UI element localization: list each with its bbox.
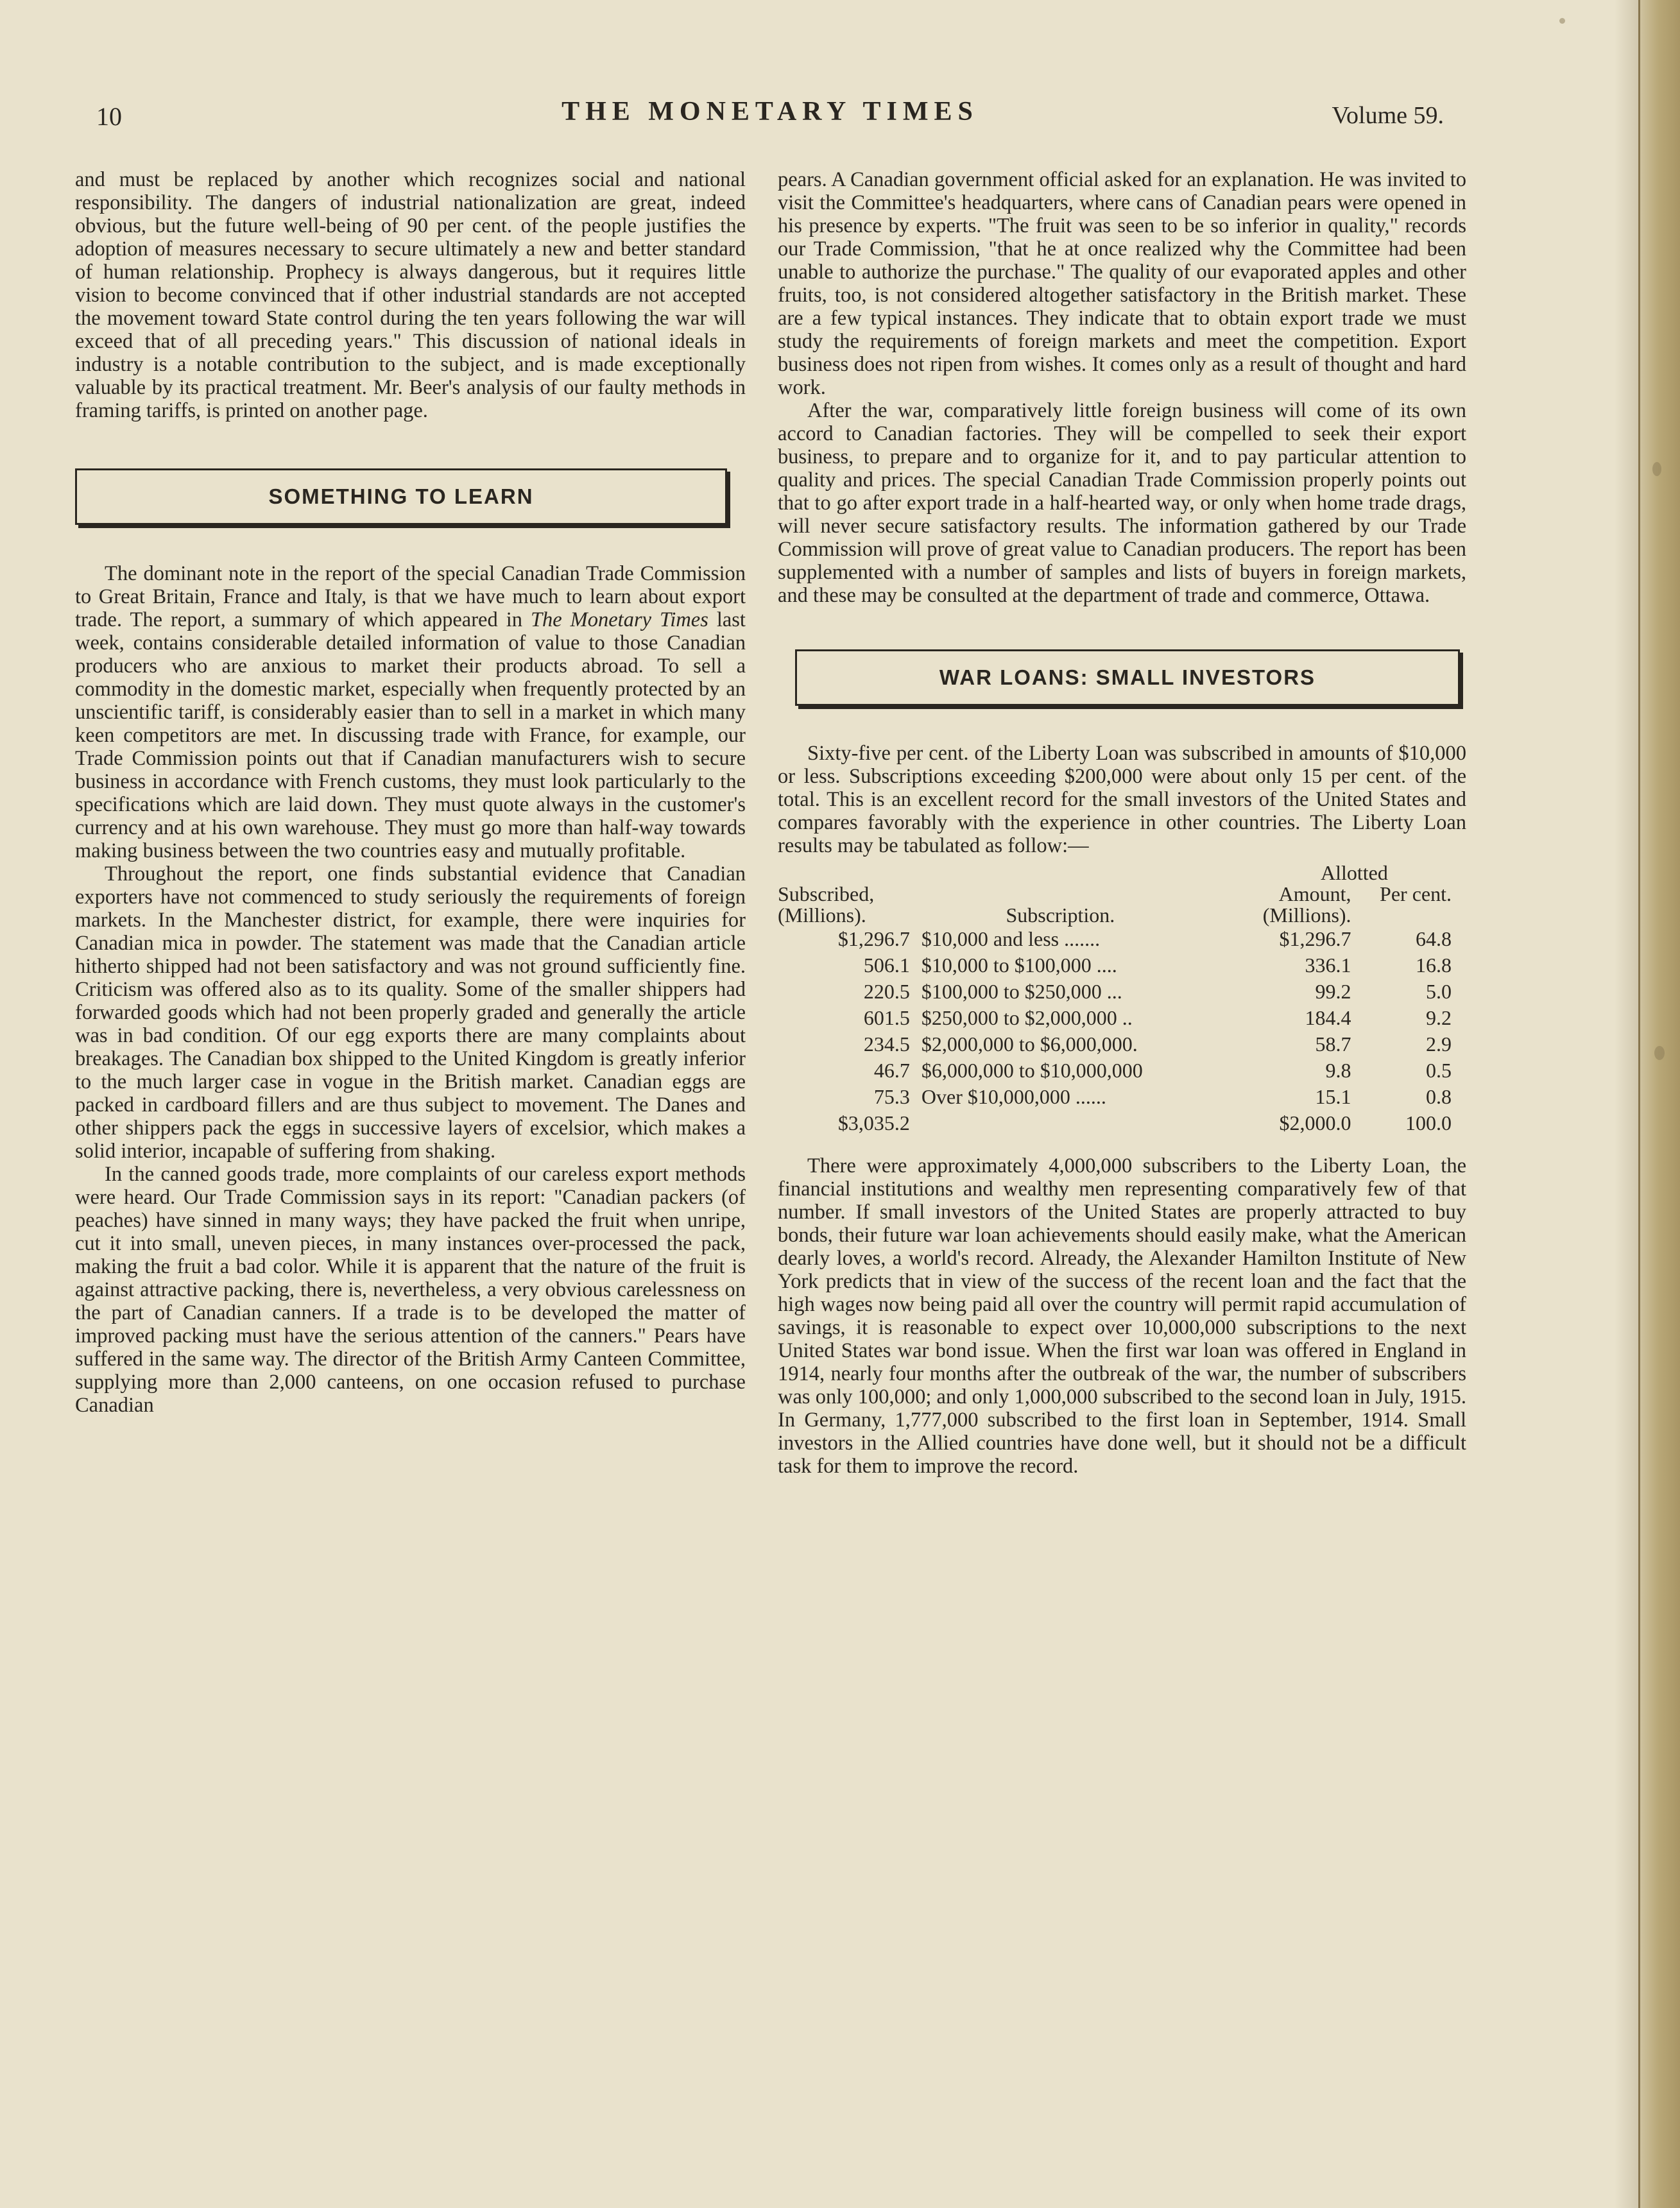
table-row [778, 1084, 1452, 1110]
header-subscribed: Subscribed, [778, 882, 875, 905]
cell-amount: 15.1 [1315, 1085, 1351, 1108]
cell-percent: 64.8 [1416, 927, 1452, 950]
table-row [778, 926, 1452, 952]
cell-subscription: $10,000 and less ....... [921, 927, 1101, 950]
paragraph-text: The dominant note in the report of the special Canadian Trade Commission to Great Britain, France and Italy, is that we have much to learn about export trade. The report, a summary of which appeared in [75, 562, 746, 631]
cell-subscription: Over $10,000,000 ...... [921, 1085, 1106, 1108]
cell-percent: 9.2 [1426, 1006, 1452, 1029]
cell-subscribed: 220.5 [863, 980, 910, 1003]
paper-speck [1652, 462, 1661, 476]
table-header-row [778, 905, 1452, 926]
header-allotted: Allotted [1320, 861, 1388, 884]
cell-percent: 0.5 [1426, 1059, 1452, 1082]
section-heading-text: SOMETHING TO LEARN [268, 484, 534, 508]
volume-label: Volume 59. [1332, 102, 1444, 129]
article-paragraph [75, 562, 746, 862]
cell-subscribed: 46.7 [873, 1059, 910, 1082]
paragraph-text: last week, contains considerable detailed information of value to those Canadian producers who are anxious to market their products abroad. To sell a commodity in the domestic market, especially when frequently protected by an unscientific tariff, is considerably easier than to sell in a market in which many keen competitors are met. In discussing trade with France, for example, our Trade Commission points out that if Canadian manufacturers wish to secure business in accordance with French customs, they must look particularly to the specifications which are laid down. They must quote always in the customer's currency and at his own warehouse. They must go more than half-way towards making business between the two countries easy and mutually profitable. [75, 608, 746, 862]
total-percent: 100.0 [1405, 1111, 1452, 1134]
total-subscribed: $3,035.2 [837, 1111, 910, 1134]
total-amount: $2,000.0 [1279, 1111, 1351, 1134]
cell-subscribed: 506.1 [863, 954, 910, 977]
publication-name-italic: The Monetary Times [530, 608, 708, 631]
table-row [778, 979, 1452, 1005]
cell-subscribed: 234.5 [863, 1032, 910, 1056]
page-edge [1638, 0, 1680, 2208]
right-column [778, 168, 1466, 1478]
left-column [75, 168, 746, 1417]
table-row [778, 1031, 1452, 1057]
table-header-row [778, 884, 1452, 905]
liberty-loan-table [778, 862, 1452, 1136]
cell-subscribed: 75.3 [873, 1085, 910, 1108]
table-row [778, 1057, 1452, 1084]
page-number: 10 [96, 102, 122, 131]
article-paragraph: Throughout the report, one finds substantial evidence that Canadian exporters have not commenced to study seriously the requirements of foreign markets. In the Manchester district, for example, there were inquiries for Canadian mica in powder. The statement was made that the Canadian article hitherto shipped had not been satisfactory and was not ground sufficiently fine. Criticism was offered also as to its quality. Some of the smaller shippers had forwarded goods which had not been properly graded and generally the article was in bad condition. Of our egg exports there are many complaints about breakages. The Canadian box shipped to the United Kingdom is greatly inferior to the much larger case in vogue in the British market. Canadian eggs are packed in cardboard fillers and are thus subject to movement. The Danes and other shippers pack the eggs in successive layers of excelsior, which makes a solid interior, incapable of suffering from shaking. [75, 862, 746, 1163]
article-paragraph: There were approximately 4,000,000 subscribers to the Liberty Loan, the financial institutions and wealthy men representing comparatively few of that number. If small investors of the United States are properly attracted to buy bonds, their future war loan achievements should easily make, what the American dearly loves, a world's record. Already, the Alexander Hamilton Institute of New York predicts that in view of the success of the recent loan and the fact that the high wages now being paid all over the country will permit rapid accumulation of savings, it is reasonable to expect over 10,000,000 subscriptions to the next United States war bond issue. When the first war loan was offered in England in 1914, nearly four months after the outbreak of the war, the number of subscribers was only 100,000; and only 1,000,000 subscribed to the second loan in July, 1915. In Germany, 1,777,000 subscribed to the first loan in September, 1914. Small investors in the Allied countries have done well, but it should not be a difficult task for them to improve the record. [778, 1154, 1466, 1478]
page-fold-shadow [1615, 0, 1640, 2208]
cell-amount: 9.8 [1325, 1059, 1351, 1082]
header-subscription: Subscription. [1006, 903, 1115, 927]
table-row [778, 952, 1452, 979]
cell-subscription: $6,000,000 to $10,000,000 [921, 1059, 1143, 1082]
cell-amount: 58.7 [1315, 1032, 1351, 1056]
section-heading-something-to-learn [75, 468, 727, 525]
header-amount-units: (Millions). [1262, 903, 1351, 927]
continuation-paragraph: pears. A Canadian government official asked for an explanation. He was invited to visit the Committee's headquarters, where cans of Canadian pears were opened in his presence by experts. "The fruit was seen to be so inferior in quality," records our Trade Commission, "that he at once realized why the Committee had been unable to authorize the purchase." The quality of our evaporated apples and other fruits, too, is not considered altogether satisfactory in the British market. These are a few typical instances. They indicate that to obtain export trade we must study the requirements of foreign markets and meet the competition. Export business does not ripen from wishes. It comes only as a result of thought and hard work. [778, 168, 1466, 399]
table-header-row [778, 862, 1452, 884]
cell-amount: 99.2 [1315, 980, 1351, 1003]
cell-subscription: $2,000,000 to $6,000,000. [921, 1032, 1138, 1056]
publication-title: THE MONETARY TIMES [561, 97, 979, 126]
article-paragraph: Sixty-five per cent. of the Liberty Loan was subscribed in amounts of $10,000 or less. Subscriptions exceeding $200,000 were about only 15 per cent. of the total. This is an excellent record for the small investors of the United States and compares favorably with the experience in other countries. The Liberty Loan results may be tabulated as follow:— [778, 742, 1466, 857]
cell-subscription: $250,000 to $2,000,000 .. [921, 1006, 1133, 1029]
cell-subscribed: $1,296.7 [837, 927, 910, 950]
section-heading-war-loans [795, 649, 1460, 706]
cell-amount: 336.1 [1305, 954, 1351, 977]
cell-subscription: $10,000 to $100,000 .... [921, 954, 1117, 977]
cell-amount: 184.4 [1305, 1006, 1351, 1029]
cell-percent: 16.8 [1416, 954, 1452, 977]
paper-speck [1559, 18, 1565, 24]
cell-subscription: $100,000 to $250,000 ... [921, 980, 1122, 1003]
section-heading-text: WAR LOANS: SMALL INVESTORS [939, 665, 1316, 689]
header-amount: Amount, [1278, 882, 1351, 905]
table-total-row [778, 1110, 1452, 1136]
header-percent: Per cent. [1380, 882, 1452, 905]
article-paragraph: After the war, comparatively little foreign business will come of its own accord to Canadian factories. They will be compelled to seek their export business, to prepare and to organize for it, and to pay particular attention to quality and prices. The special Canadian Trade Commission properly points out that to go after export trade in a half-hearted way, or only when home trade drags, will never secure satisfactory results. The information gathered by our Trade Commission will prove of great value to Canadian producers. The report has been supplemented with a number of samples and lists of buyers in foreign markets, and these may be consulted at the department of trade and commerce, Ottawa. [778, 399, 1466, 607]
paper-speck [1654, 1046, 1665, 1060]
cell-percent: 0.8 [1426, 1085, 1452, 1108]
cell-subscribed: 601.5 [863, 1006, 910, 1029]
article-paragraph: In the canned goods trade, more complaints of our careless export methods were heard. Our Trade Commission says in its report: "Canadian packers (of peaches) have sinned in many ways; they have packed the fruit when unripe, cut it into small, uneven pieces, in many instances over-processed the pack, making the fruit a bad color. While it is apparent that the nature of the fruit is against attractive packing, there is, nevertheless, a very obvious carelessness on the part of Canadian canners. If a trade is to be developed the matter of improved packing must have the serious attention of the canners." Pears have suffered in the same way. The director of the British Army Canteen Committee, supplying more than 2,000 canteens, on one occasion refused to purchase Canadian [75, 1163, 746, 1417]
header-subscribed-units: (Millions). [778, 903, 866, 927]
table-row [778, 1005, 1452, 1031]
cell-percent: 5.0 [1426, 980, 1452, 1003]
cell-percent: 2.9 [1426, 1032, 1452, 1056]
intro-paragraph: and must be replaced by another which recognizes social and national responsibility. The dangers of industrial nationalization are great, indeed obvious, but the future well-being of 90 per cent. of the people justifies the adoption of measures necessary to secure ultimately a new and better standard of human relationship. Prophecy is always dangerous, but it requires little vision to become convinced that if other industrial standards are not accepted the movement toward State control during the ten years following the war will exceed that of all preceding years." This discussion of national ideals in industry is a notable contribution to the subject, and is made exceptionally valuable by its practical treatment. Mr. Beer's analysis of our faulty methods in framing tariffs, is printed on another page. [75, 168, 746, 422]
cell-amount: $1,296.7 [1279, 927, 1351, 950]
page-header [96, 96, 1444, 141]
